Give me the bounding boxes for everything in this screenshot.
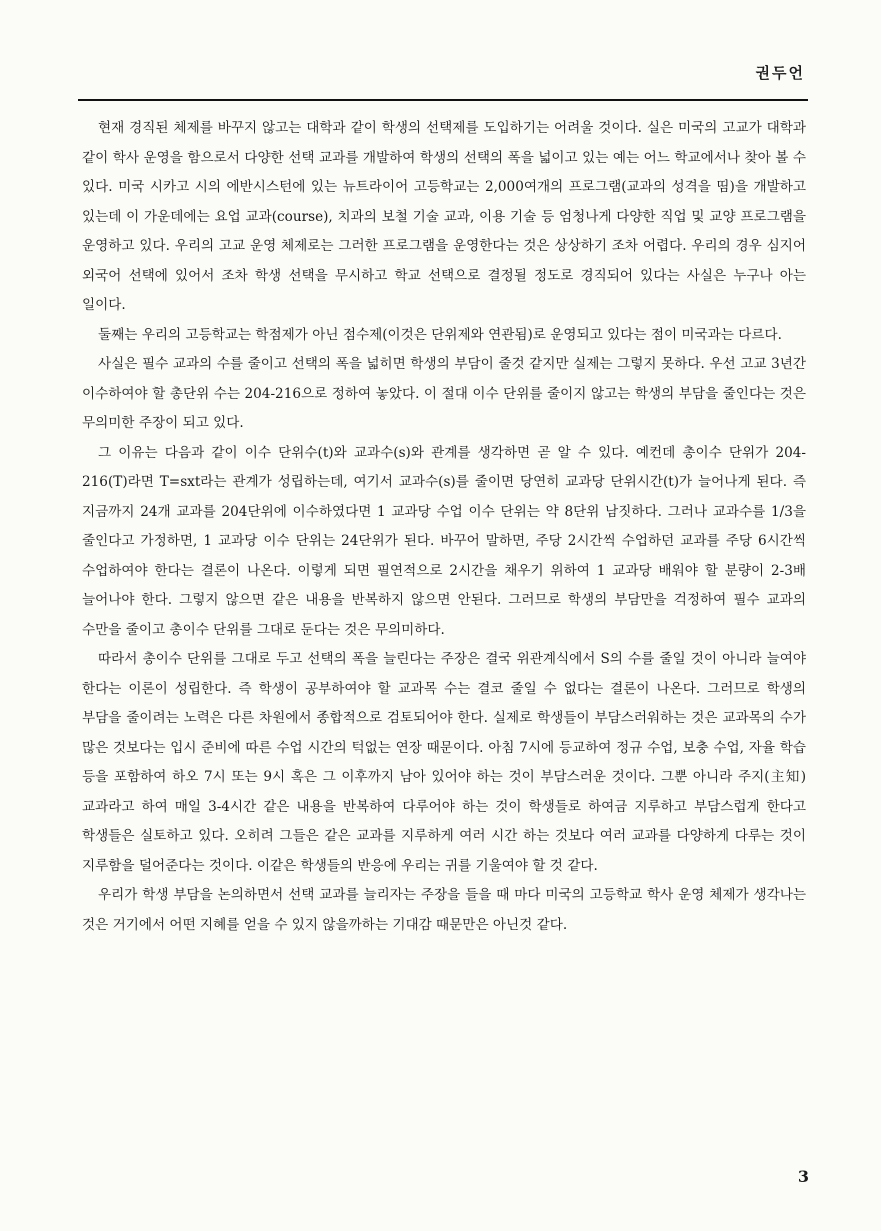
paragraph: 사실은 필수 교과의 수를 줄이고 선택의 폭을 넓히면 학생의 부담이 줄것 같지만 실제는 그렇지 못하다. 우선 고교 3년간 이수하여야 할 총단위 수는 204-216으로 정하여 놓았다. 이 절대 이수 단위를 줄이지 않고는 학생의 부담을 줄인다는 것은 무의미한 주장이 되고 있다.	[82, 356, 806, 431]
article-body	[82, 114, 806, 940]
paragraph: 따라서 총이수 단위를 그대로 두고 선택의 폭을 늘린다는 주장은 결국 위관계식에서 S의 수를 줄일 것이 아니라 늘여야 한다는 이론이 성립한다. 즉 학생이 공부하여야 할 교과목 수는 결코 줄일 수 없다는 결론이 나온다. 그러므로 학생의 부담을 줄이려는 노력은 다른 차원에서 종합적으로 검토되어야 한다. 실제로 학생들이 부담스러워하는 것은 교과목의 수가 많은 것보다는 입시 준비에 따른 수업 시간의 턱없는 연장 때문이다. 아침 7시에 등교하여 정규 수업, 보충 수업, 자율 학습 등을 포함하여 하오 7시 또는 9시 혹은 그 이후까지 남아 있어야 하는 것이 부담스러운 것이다. 그뿐 아니라 주지(主知)교과라고 하여 매일 3-4시간 같은 내용을 반복하여 다루어야 하는 것이 학생들로 하여금 지루하고 부담스럽게 한다고 학생들은 실토하고 있다. 오히려 그들은 같은 교과를 지루하게 여러 시간 하는 것보다 여러 교과를 다양하게 다루는 것이 지루함을 덜어준다는 것이다. 이같은 학생들의 반응에 우리는 귀를 기울여야 할 것 같다.	[82, 651, 806, 874]
paragraph: 둘째는 우리의 고등학교는 학점제가 아닌 점수제(이것은 단위제와 연관됨)로 운영되고 있다는 점이 미국과는 다르다.	[98, 326, 782, 343]
page-number: 3	[797, 1167, 809, 1186]
paragraph: 현재 경직된 체제를 바꾸지 않고는 대학과 같이 학생의 선택제를 도입하기는 어려울 것이다. 실은 미국의 고교가 대학과 같이 학사 운영을 함으로서 다양한 선택 교과를 개발하여 학생의 선택의 폭을 넓이고 있는 예는 어느 학교에서나 찾아 볼 수 있다. 미국 시카고 시의 에반시스턴에 있는 뉴트라이어 고등학교는 2,000여개의 프로그램(교과의 성격을 띰)을 개발하고 있는데 이 가운데에는 요업 교과(course), 치과의 보철 기술 교과, 이용 기술 등 엄청나게 다양한 직업 및 교양 프로그램을 운영하고 있다. 우리의 고교 운영 체제로는 그러한 프로그램을 운영한다는 것은 상상하기 조차 어렵다. 우리의 경우 심지어 외국어 선택에 있어서 조차 학생 선택을 무시하고 학교 선택으로 결정될 정도로 경직되어 있다는 사실은 누구나 아는 일이다.	[82, 120, 806, 313]
header-divider	[78, 99, 808, 101]
paragraph: 그 이유는 다음과 같이 이수 단위수(t)와 교과수(s)와 관계를 생각하면 곧 알 수 있다. 예컨데 총이수 단위가 204-216(T)라면 T=sxt라는 관계가 성립하는데, 여기서 교과수(s)를 줄이면 당연히 교과당 단위시간(t)가 늘어나게 된다. 즉 지금까지 24개 교과를 204단위에 이수하였다면 1 교과당 수업 이수 단위는 약 8단위 남짓하다. 그러나 교과수를 1/3을 줄인다고 가정하면, 1 교과당 이수 단위는 24단위가 된다. 바꾸어 말하면, 주당 2시간씩 수업하던 교과를 주당 6시간씩 수업하여야 한다는 결론이 나온다. 이렇게 되면 필연적으로 2시간을 채우기 위하여 1 교과당 배워야 할 분량이 2-3배 늘어나야 한다. 그렇지 않으면 같은 내용을 반복하지 않으면 안된다. 그러므로 학생의 부담만을 걱정하여 필수 교과의 수만을 줄이고 총이수 단위를 그대로 둔다는 것은 무의미하다.	[82, 444, 806, 638]
paragraph: 우리가 학생 부담을 논의하면서 선택 교과를 늘리자는 주장을 들을 때 마다 미국의 고등학교 학사 운영 체제가 생각나는 것은 거기에서 어떤 지혜를 얻을 수 있지 않을까하는 기대감 때문만은 아닌것 같다.	[82, 887, 806, 933]
running-header-author: 권두언	[755, 64, 805, 82]
